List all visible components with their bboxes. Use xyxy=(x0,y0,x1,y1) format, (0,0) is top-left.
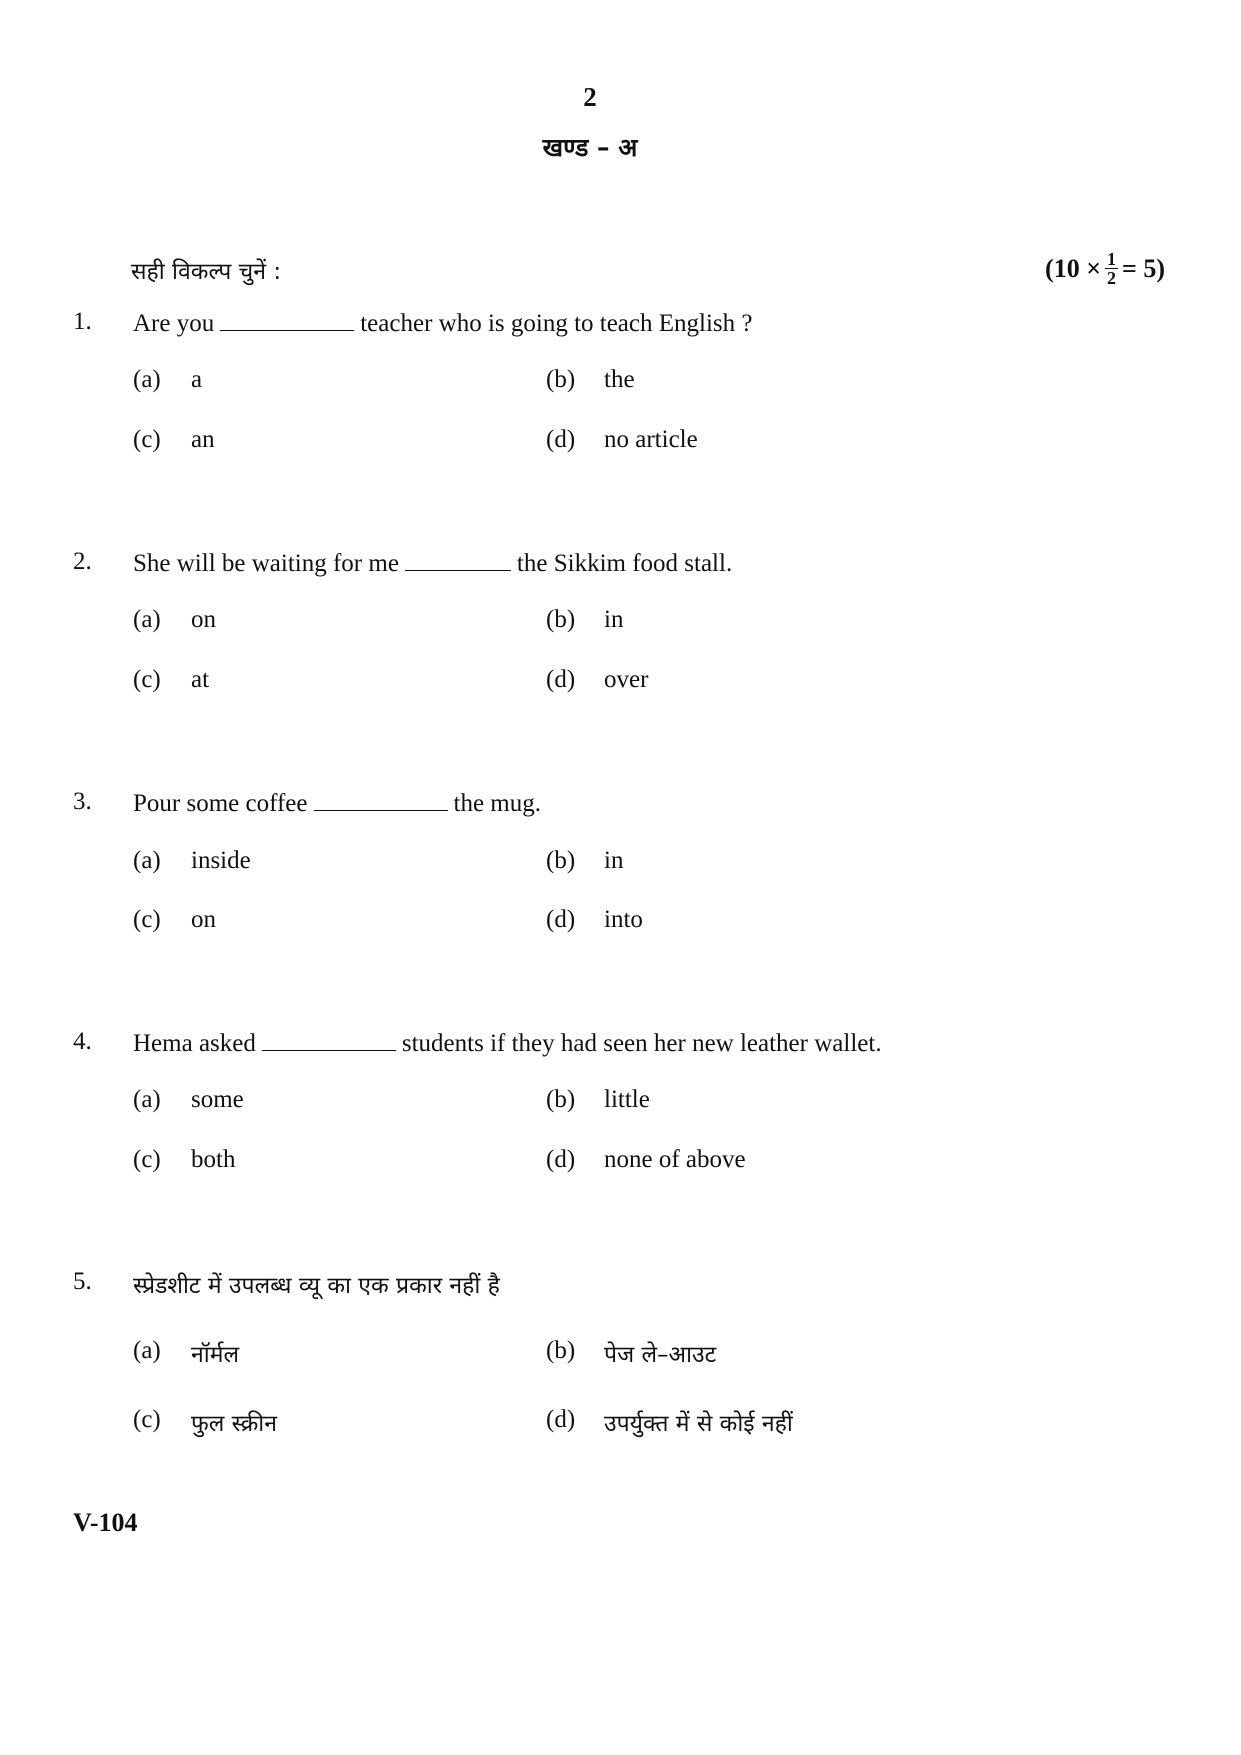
option-label: (a) xyxy=(133,606,161,633)
option-label: (c) xyxy=(133,1406,161,1433)
answer-blank xyxy=(405,548,511,571)
option-text: the xyxy=(604,366,635,393)
option-label: (b) xyxy=(546,366,576,393)
option-label: (b) xyxy=(546,606,576,633)
question-text-before: She will be waiting for me xyxy=(133,550,399,577)
option-label: (a) xyxy=(133,1337,161,1364)
option-text: on xyxy=(191,606,216,633)
option-text: उपर्युक्त में से कोई नहीं xyxy=(604,1411,793,1437)
option-label: (b) xyxy=(546,1337,576,1364)
question-text-before: Are you xyxy=(133,310,215,337)
option-label: (c) xyxy=(133,906,161,933)
option-text: little xyxy=(604,1086,650,1113)
question-text-before: Pour some coffee xyxy=(133,790,308,817)
option-text: none of above xyxy=(604,1146,746,1173)
option-text: inside xyxy=(191,847,251,874)
marks-fraction xyxy=(1105,250,1118,287)
option-label: (d) xyxy=(546,666,576,693)
option-text: both xyxy=(191,1146,236,1173)
option-text: on xyxy=(191,906,216,933)
question-text xyxy=(133,308,752,338)
question-text xyxy=(133,788,541,818)
question-number: 3. xyxy=(73,788,92,815)
option-text: फुल स्क्रीन xyxy=(191,1411,277,1437)
marks-allocation xyxy=(1045,250,1165,287)
question-text xyxy=(133,548,732,578)
fraction-denominator: 2 xyxy=(1107,268,1117,288)
option-label: (d) xyxy=(546,1406,576,1433)
question-number: 1. xyxy=(73,308,92,335)
answer-blank xyxy=(220,308,354,331)
page-number: 2 xyxy=(583,82,597,112)
option-label: (b) xyxy=(546,1086,576,1113)
question-text-after: the mug. xyxy=(453,790,541,817)
marks-suffix: = 5) xyxy=(1122,253,1165,283)
option-text: an xyxy=(191,426,215,453)
marks-prefix: (10 × xyxy=(1045,253,1102,283)
option-label: (b) xyxy=(546,847,576,874)
option-label: (d) xyxy=(546,426,576,453)
option-text: in xyxy=(604,606,624,633)
question-text-after: the Sikkim food stall. xyxy=(516,550,733,577)
question-text-after: students if they had seen her new leather wallet. xyxy=(401,1030,882,1057)
option-label: (c) xyxy=(133,1146,161,1173)
question-number: 4. xyxy=(73,1028,92,1055)
option-text: in xyxy=(604,847,624,874)
option-label: (a) xyxy=(133,366,161,393)
option-label: (c) xyxy=(133,666,161,693)
question-number: 2. xyxy=(73,548,92,575)
answer-blank xyxy=(314,788,448,811)
option-label: (c) xyxy=(133,426,161,453)
section-title: खण्ड – अ xyxy=(542,133,638,162)
option-label: (a) xyxy=(133,847,161,874)
option-text: over xyxy=(604,666,649,693)
option-label: (d) xyxy=(546,906,576,933)
option-text: no article xyxy=(604,426,698,453)
option-text: नॉर्मल xyxy=(191,1342,240,1368)
option-text: at xyxy=(191,666,210,693)
option-text: पेज ले–आउट xyxy=(604,1342,717,1368)
option-text: a xyxy=(191,366,203,393)
instruction-text: सही विकल्प चुनें : xyxy=(131,259,282,285)
fraction-numerator: 1 xyxy=(1107,249,1117,269)
question-number: 5. xyxy=(73,1268,92,1295)
option-text: some xyxy=(191,1086,244,1113)
answer-blank xyxy=(262,1028,396,1051)
option-label: (a) xyxy=(133,1086,161,1113)
question-text xyxy=(133,1028,882,1058)
option-text: into xyxy=(604,906,643,933)
question-text: स्प्रेडशीट में उपलब्ध व्यू का एक प्रकार नहीं है xyxy=(133,1273,500,1299)
option-label: (d) xyxy=(546,1146,576,1173)
paper-code: V-104 xyxy=(73,1508,138,1537)
question-text-after: teacher who is going to teach English ? xyxy=(360,310,753,337)
question-text-before: Hema asked xyxy=(133,1030,256,1057)
